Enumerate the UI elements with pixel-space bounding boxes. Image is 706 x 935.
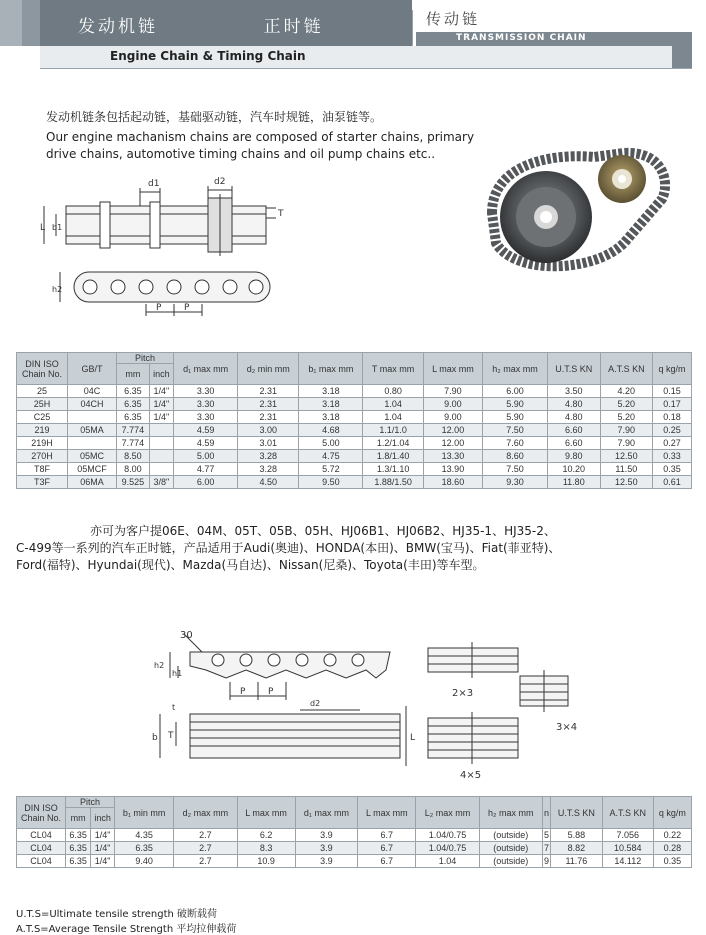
table-cell: 0.25 (652, 424, 691, 437)
silent-chain-spec-table (16, 796, 692, 868)
table-cell: 8.00 (117, 463, 150, 476)
table-cell (149, 437, 173, 450)
label-P: P (156, 303, 162, 313)
table-row (17, 855, 692, 868)
table-cell: 9.00 (423, 398, 482, 411)
table-cell: 6.35 (117, 385, 150, 398)
table-cell: 9.50 (299, 476, 363, 489)
table-cell: 1.04/0.75 (416, 842, 479, 855)
col-header-din: DIN ISO Chain No. (17, 797, 66, 829)
header-tag (672, 46, 692, 68)
table-cell: 5.72 (299, 463, 363, 476)
table-cell: 1.1/1.0 (363, 424, 423, 437)
table-cell: 7.90 (600, 424, 652, 437)
table-cell: 1.04 (363, 398, 423, 411)
table-row (17, 411, 692, 424)
section-title-en: TRANSMISSION CHAIN (456, 33, 587, 43)
table-cell: 5.00 (174, 450, 238, 463)
table-cell: 6.35 (66, 855, 91, 868)
table-cell: 10.584 (602, 842, 653, 855)
table-cell: 7.60 (483, 437, 548, 450)
col-header-q: q kg/m (653, 797, 691, 829)
table-cell: 2.7 (174, 842, 237, 855)
table-cell: 1.3/1.10 (363, 463, 423, 476)
table-cell: 4.80 (547, 411, 600, 424)
table-cell: 1.2/1.04 (363, 437, 423, 450)
table-cell: 3.00 (238, 424, 299, 437)
col-header-pitch: Pitch (66, 797, 115, 808)
table-cell: 3.9 (295, 855, 358, 868)
col-header-inch: inch (91, 808, 115, 829)
table-cell: 1/4" (91, 855, 115, 868)
page-subtitle: Engine Chain & Timing Chain (110, 49, 306, 63)
table-cell: 4.68 (299, 424, 363, 437)
col-header-d1: d₁ max mm (174, 353, 238, 385)
header-stripe (22, 0, 40, 46)
table-cell: 12.50 (600, 450, 652, 463)
table-cell: 6.60 (547, 424, 600, 437)
table-cell (149, 463, 173, 476)
table-cell: 3.30 (174, 385, 238, 398)
table-cell: 0.17 (652, 398, 691, 411)
col-header-d2: d₂ max mm (174, 797, 237, 829)
table-cell: 2.7 (174, 829, 237, 842)
col-header-mm: mm (66, 808, 91, 829)
table-cell: 7.774 (117, 437, 150, 450)
label-P: P (240, 687, 246, 697)
table-cell: 5.90 (483, 411, 548, 424)
table-cell: 0.61 (652, 476, 691, 489)
table-cell: 1/4" (91, 842, 115, 855)
table-cell: 8.82 (551, 842, 603, 855)
table-cell: 6.35 (115, 842, 174, 855)
note-line: C-499等一系列的汽车正时链，产品适用于Audi(奥迪)、HONDA(本田)、BMW(宝马)、Fiat(菲亚特)、 (16, 541, 561, 555)
table-cell: 1.04/0.75 (416, 829, 479, 842)
section-title-bar (416, 32, 692, 46)
table-cell: (outside) (479, 829, 542, 842)
table-row (17, 437, 692, 450)
table-row (17, 829, 692, 842)
note-line: Ford(福特)、Hyundai(现代)、Mazda(马自达)、Nissan(尼桑)、Toyota(丰田)等车型。 (16, 558, 485, 572)
table-cell: 3.30 (174, 411, 238, 424)
table-cell: 3.18 (299, 398, 363, 411)
label-2x3: 2×3 (452, 688, 474, 699)
col-header-L2: L₂ max mm (416, 797, 479, 829)
table-cell: 1/4" (91, 829, 115, 842)
table-cell: 8.50 (117, 450, 150, 463)
label-angle: 30 (180, 630, 193, 641)
intro-text-en (46, 129, 476, 163)
intro-line: Our engine machanism chains are composed of starter chains, primary (46, 130, 475, 144)
table-row (17, 450, 692, 463)
table-cell: 05MA (68, 424, 117, 437)
footnote-ats: A.T.S=Average Tensile Strength 平均拉伸载荷 (16, 924, 237, 935)
table-cell: T8F (17, 463, 68, 476)
label-3x4: 3×4 (556, 722, 578, 733)
table-cell: 10.20 (547, 463, 600, 476)
label-P: P (184, 303, 190, 313)
table-cell: 0.18 (652, 411, 691, 424)
table-cell: 4.59 (174, 424, 238, 437)
table-cell: 0.33 (652, 450, 691, 463)
table-cell: 219 (17, 424, 68, 437)
header-banner (0, 0, 412, 46)
label-b1: b1 (52, 223, 63, 232)
col-header-uts: U.T.S KN (547, 353, 600, 385)
table-body (17, 829, 692, 868)
chain-diagram-2 (150, 626, 578, 786)
col-header-inch: inch (149, 364, 173, 385)
col-header-gbt: GB/T (68, 353, 117, 385)
table-cell: 7.774 (117, 424, 150, 437)
table-cell: 1.04 (363, 411, 423, 424)
intro-line: drive chains, automotive timing chains and oil pump chains etc.. (46, 147, 436, 161)
table-cell: 12.50 (600, 476, 652, 489)
table-cell: 2.7 (174, 855, 237, 868)
label-P: P (268, 687, 274, 697)
timing-chain-photo (474, 143, 674, 275)
table-cell: 9.525 (117, 476, 150, 489)
label-L: L (410, 733, 416, 743)
table-cell: 3.28 (238, 450, 299, 463)
table-cell: 4.50 (238, 476, 299, 489)
table-cell: 11.50 (600, 463, 652, 476)
col-header-ats: A.T.S KN (602, 797, 653, 829)
table-cell: CL04 (17, 829, 66, 842)
table-cell: 6.2 (237, 829, 295, 842)
col-header-d1: d₁ max mm (295, 797, 358, 829)
table-cell: 6.7 (358, 829, 416, 842)
table-cell: 3.01 (238, 437, 299, 450)
table-cell: CL04 (17, 855, 66, 868)
table-cell: 11.80 (547, 476, 600, 489)
label-h1: h1 (172, 669, 183, 678)
section-title-cn: 传动链 (426, 10, 481, 28)
footnote-uts: U.T.S=Ultimate tensile strength 破断载荷 (16, 909, 218, 920)
table-cell: 04CH (68, 398, 117, 411)
table-cell: 6.35 (66, 842, 91, 855)
table-cell: 3.18 (299, 411, 363, 424)
table-cell: 1/4" (149, 411, 173, 424)
page-title: 发动机链 正时链 (78, 17, 324, 37)
table-cell: 5.88 (551, 829, 603, 842)
label-d2: d2 (214, 177, 226, 187)
col-header-q: q kg/m (652, 353, 691, 385)
table-cell: 6.60 (547, 437, 600, 450)
table-cell (149, 450, 173, 463)
table-row (17, 842, 692, 855)
table-cell: 0.15 (652, 385, 691, 398)
label-d2: d2 (310, 699, 321, 708)
table-cell: 6.00 (483, 385, 548, 398)
label-h2: h2 (52, 285, 63, 294)
table-cell: 7.50 (483, 424, 548, 437)
col-header-h2: h₂ max mm (479, 797, 542, 829)
table-cell: 2.31 (238, 411, 299, 424)
table-cell: 6.35 (66, 829, 91, 842)
table-cell: 5.90 (483, 398, 548, 411)
table-cell: 25 (17, 385, 68, 398)
col-header-L: L max mm (358, 797, 416, 829)
col-header-b1: b₁ max mm (299, 353, 363, 385)
table-cell: 06MA (68, 476, 117, 489)
table-cell: 1/4" (149, 398, 173, 411)
table-cell: 1.8/1.40 (363, 450, 423, 463)
label-L: L (40, 223, 46, 233)
table-cell: 18.60 (423, 476, 482, 489)
col-header-h2: h₂ max mm (483, 353, 548, 385)
table-cell: 4.35 (115, 829, 174, 842)
table-cell: 13.30 (423, 450, 482, 463)
col-header-d2: d₂ min mm (238, 353, 299, 385)
table-cell: 3.28 (238, 463, 299, 476)
table-cell: 7.90 (600, 437, 652, 450)
table-cell: 4.59 (174, 437, 238, 450)
table-cell: 05MC (68, 450, 117, 463)
col-header-ats: A.T.S KN (600, 353, 652, 385)
table-row (17, 476, 692, 489)
table-cell: 9.30 (483, 476, 548, 489)
table-cell: 2.31 (238, 385, 299, 398)
table-row (17, 463, 692, 476)
table-cell: 4.77 (174, 463, 238, 476)
table-cell: 9.80 (547, 450, 600, 463)
table-cell: 6.35 (117, 398, 150, 411)
col-header-L: L max mm (237, 797, 295, 829)
table-cell: C25 (17, 411, 68, 424)
table-cell: 6.00 (174, 476, 238, 489)
col-header-T: T max mm (363, 353, 423, 385)
table-cell: 0.35 (653, 855, 691, 868)
table-cell: 7 (543, 843, 549, 853)
label-h2: h2 (154, 661, 165, 670)
header-divider (412, 10, 413, 46)
label-T: T (168, 731, 174, 741)
table-cell: 1.88/1.50 (363, 476, 423, 489)
table-cell: 3.9 (295, 842, 358, 855)
table-cell: 3/8" (149, 476, 173, 489)
table-cell: (outside) (479, 855, 542, 868)
label-T: T (278, 209, 284, 219)
table-cell: 04C (68, 385, 117, 398)
table-cell: 7.50 (483, 463, 548, 476)
table-cell: 5.20 (600, 398, 652, 411)
col-header-pitch: Pitch (117, 353, 174, 364)
col-header-mm: mm (117, 364, 150, 385)
table-cell: 3.9 (295, 829, 358, 842)
table-cell: 5.20 (600, 411, 652, 424)
col-header-b1: b₁ min mm (115, 797, 174, 829)
table-cell: 5 (543, 830, 549, 840)
table-cell: 0.28 (653, 842, 691, 855)
table-cell: 6.7 (358, 842, 416, 855)
table-cell: CL04 (17, 842, 66, 855)
table-cell: 0.27 (652, 437, 691, 450)
table-cell: 7.056 (602, 829, 653, 842)
table-cell: 4.80 (547, 398, 600, 411)
note-line: 亦可为客户提06E、04M、05T、05B、05H、HJ06B1、HJ06B2、HJ35-1、HJ35-2、 (90, 524, 556, 538)
table-cell: 8.3 (237, 842, 295, 855)
label-d1: d1 (148, 179, 160, 189)
table-body (17, 385, 692, 489)
table-cell: 3.18 (299, 385, 363, 398)
table-cell: 8.60 (483, 450, 548, 463)
table-cell: 11.76 (551, 855, 603, 868)
table-cell: 9.40 (115, 855, 174, 868)
table-cell: 12.00 (423, 424, 482, 437)
table-cell: 0.80 (363, 385, 423, 398)
table-cell: 7.90 (423, 385, 482, 398)
table-cell (68, 437, 117, 450)
table-cell: 9 (543, 856, 549, 866)
table-cell: 9.00 (423, 411, 482, 424)
table-cell: 3.50 (547, 385, 600, 398)
table-cell: 5.00 (299, 437, 363, 450)
table-cell (149, 424, 173, 437)
table-cell: 6.35 (117, 411, 150, 424)
table-cell: 0.35 (652, 463, 691, 476)
table-cell: 219H (17, 437, 68, 450)
model-note (16, 523, 692, 574)
label-4x5: 4×5 (460, 770, 482, 781)
label-b: b (152, 733, 158, 743)
table-cell: 1/4" (149, 385, 173, 398)
table-cell: 25H (17, 398, 68, 411)
table-cell: 2.31 (238, 398, 299, 411)
col-header-L: L max mm (423, 353, 482, 385)
chain-diagram-1 (40, 176, 290, 320)
engine-chain-spec-table (16, 352, 692, 489)
table-cell: (outside) (479, 842, 542, 855)
table-cell: 3.30 (174, 398, 238, 411)
col-header-din: DIN ISO Chain No. (17, 353, 68, 385)
table-cell: 4.20 (600, 385, 652, 398)
table-cell: 270H (17, 450, 68, 463)
col-header-uts: U.T.S KN (551, 797, 603, 829)
table-cell: 12.00 (423, 437, 482, 450)
header-stripe (0, 0, 22, 46)
intro-text-cn: 发动机链条包括起动链，基础驱动链，汽车时规链，油泵链等。 (46, 110, 383, 124)
table-row (17, 398, 692, 411)
table-cell: 0.22 (653, 829, 691, 842)
subtitle-bar (40, 46, 692, 69)
table-cell: 14.112 (602, 855, 653, 868)
table-cell: T3F (17, 476, 68, 489)
table-row (17, 424, 692, 437)
table-cell: 6.7 (358, 855, 416, 868)
table-cell: 4.75 (299, 450, 363, 463)
table-cell (68, 411, 117, 424)
col-header-n: n (542, 797, 550, 829)
table-row (17, 385, 692, 398)
label-t: t (172, 703, 176, 712)
table-cell: 05MCF (68, 463, 117, 476)
table-cell: 10.9 (237, 855, 295, 868)
table-cell: 13.90 (423, 463, 482, 476)
table-cell: 1.04 (416, 855, 479, 868)
